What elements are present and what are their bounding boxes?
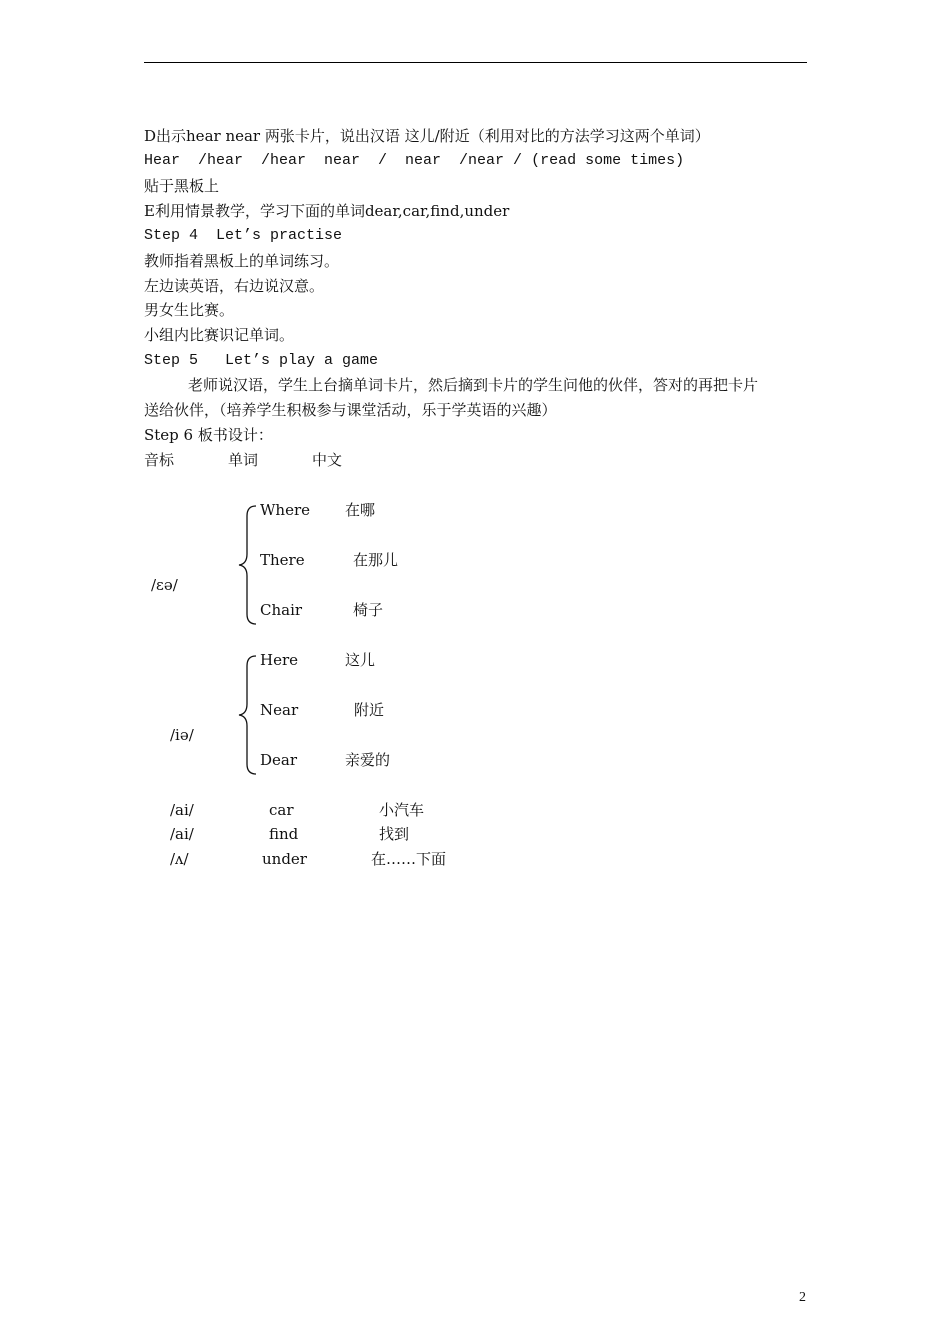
- vocab-word: There: [260, 551, 305, 569]
- vocab-word: find: [269, 825, 299, 843]
- board-header-chinese: 中文: [312, 451, 343, 469]
- phonetic-label: /ʌ/: [170, 850, 189, 868]
- step-heading: Step 6 板书设计：: [144, 426, 273, 444]
- vocab-meaning: 亲爱的: [345, 751, 391, 769]
- vocab-word: under: [262, 850, 307, 868]
- vocab-meaning: 附近: [354, 701, 385, 719]
- phonetic-label: /ɛə/: [151, 576, 178, 594]
- vocab-meaning: 在……下面: [371, 850, 447, 868]
- vocab-meaning: 在那儿: [353, 551, 399, 569]
- left-brace-icon: [236, 504, 258, 626]
- text-line: 老师说汉语，学生上台摘单词卡片，然后摘到卡片的学生问他的伙伴，答对的再把卡片: [188, 376, 759, 394]
- text-line: 小组内比赛识记单词。: [144, 326, 295, 344]
- phonetic-label: /ai/: [170, 801, 194, 819]
- text-line: 送给伙伴，（培养学生积极参与课堂活动，乐于学英语的兴趣）: [144, 401, 557, 419]
- vocab-word: car: [269, 801, 294, 819]
- text-line: 教师指着黑板上的单词练习。: [144, 252, 340, 270]
- step-heading: Step 5 Let’s play a game: [144, 352, 379, 369]
- phonetic-label: /ai/: [170, 825, 194, 843]
- vocab-meaning: 找到: [379, 825, 410, 843]
- text-line: 左边读英语，右边说汉意。: [144, 277, 325, 295]
- header-rule: [144, 62, 807, 63]
- vocab-word: Here: [260, 651, 299, 669]
- vocab-word: Chair: [260, 601, 303, 619]
- vocab-word: Where: [260, 501, 311, 519]
- step-heading: Step 4 Let’s practise: [144, 227, 343, 244]
- vocab-word: Near: [260, 701, 299, 719]
- vocab-meaning: 椅子: [353, 601, 384, 619]
- phonetic-label: /iə/: [170, 726, 194, 744]
- vocab-meaning: 在哪: [345, 501, 376, 519]
- text-line: 贴于黑板上: [144, 177, 220, 195]
- left-brace-icon: [236, 654, 258, 776]
- text-line: 男女生比赛。: [144, 301, 235, 319]
- vocab-meaning: 小汽车: [379, 801, 425, 819]
- text-line: Hear /hear /hear near / near /near / (read some times): [144, 152, 685, 169]
- vocab-meaning: 这儿: [345, 651, 376, 669]
- vocab-word: Dear: [260, 751, 298, 769]
- text-line: E利用情景教学，学习下面的单词dear,car,find,under: [144, 202, 510, 220]
- board-header-word: 单词: [228, 451, 259, 469]
- page-number: 2: [799, 1290, 806, 1305]
- text-line: D出示hear near 两张卡片，说出汉语 这儿/附近（利用对比的方法学习这两个单词）: [144, 127, 710, 145]
- board-header-phonetic: 音标: [144, 451, 175, 469]
